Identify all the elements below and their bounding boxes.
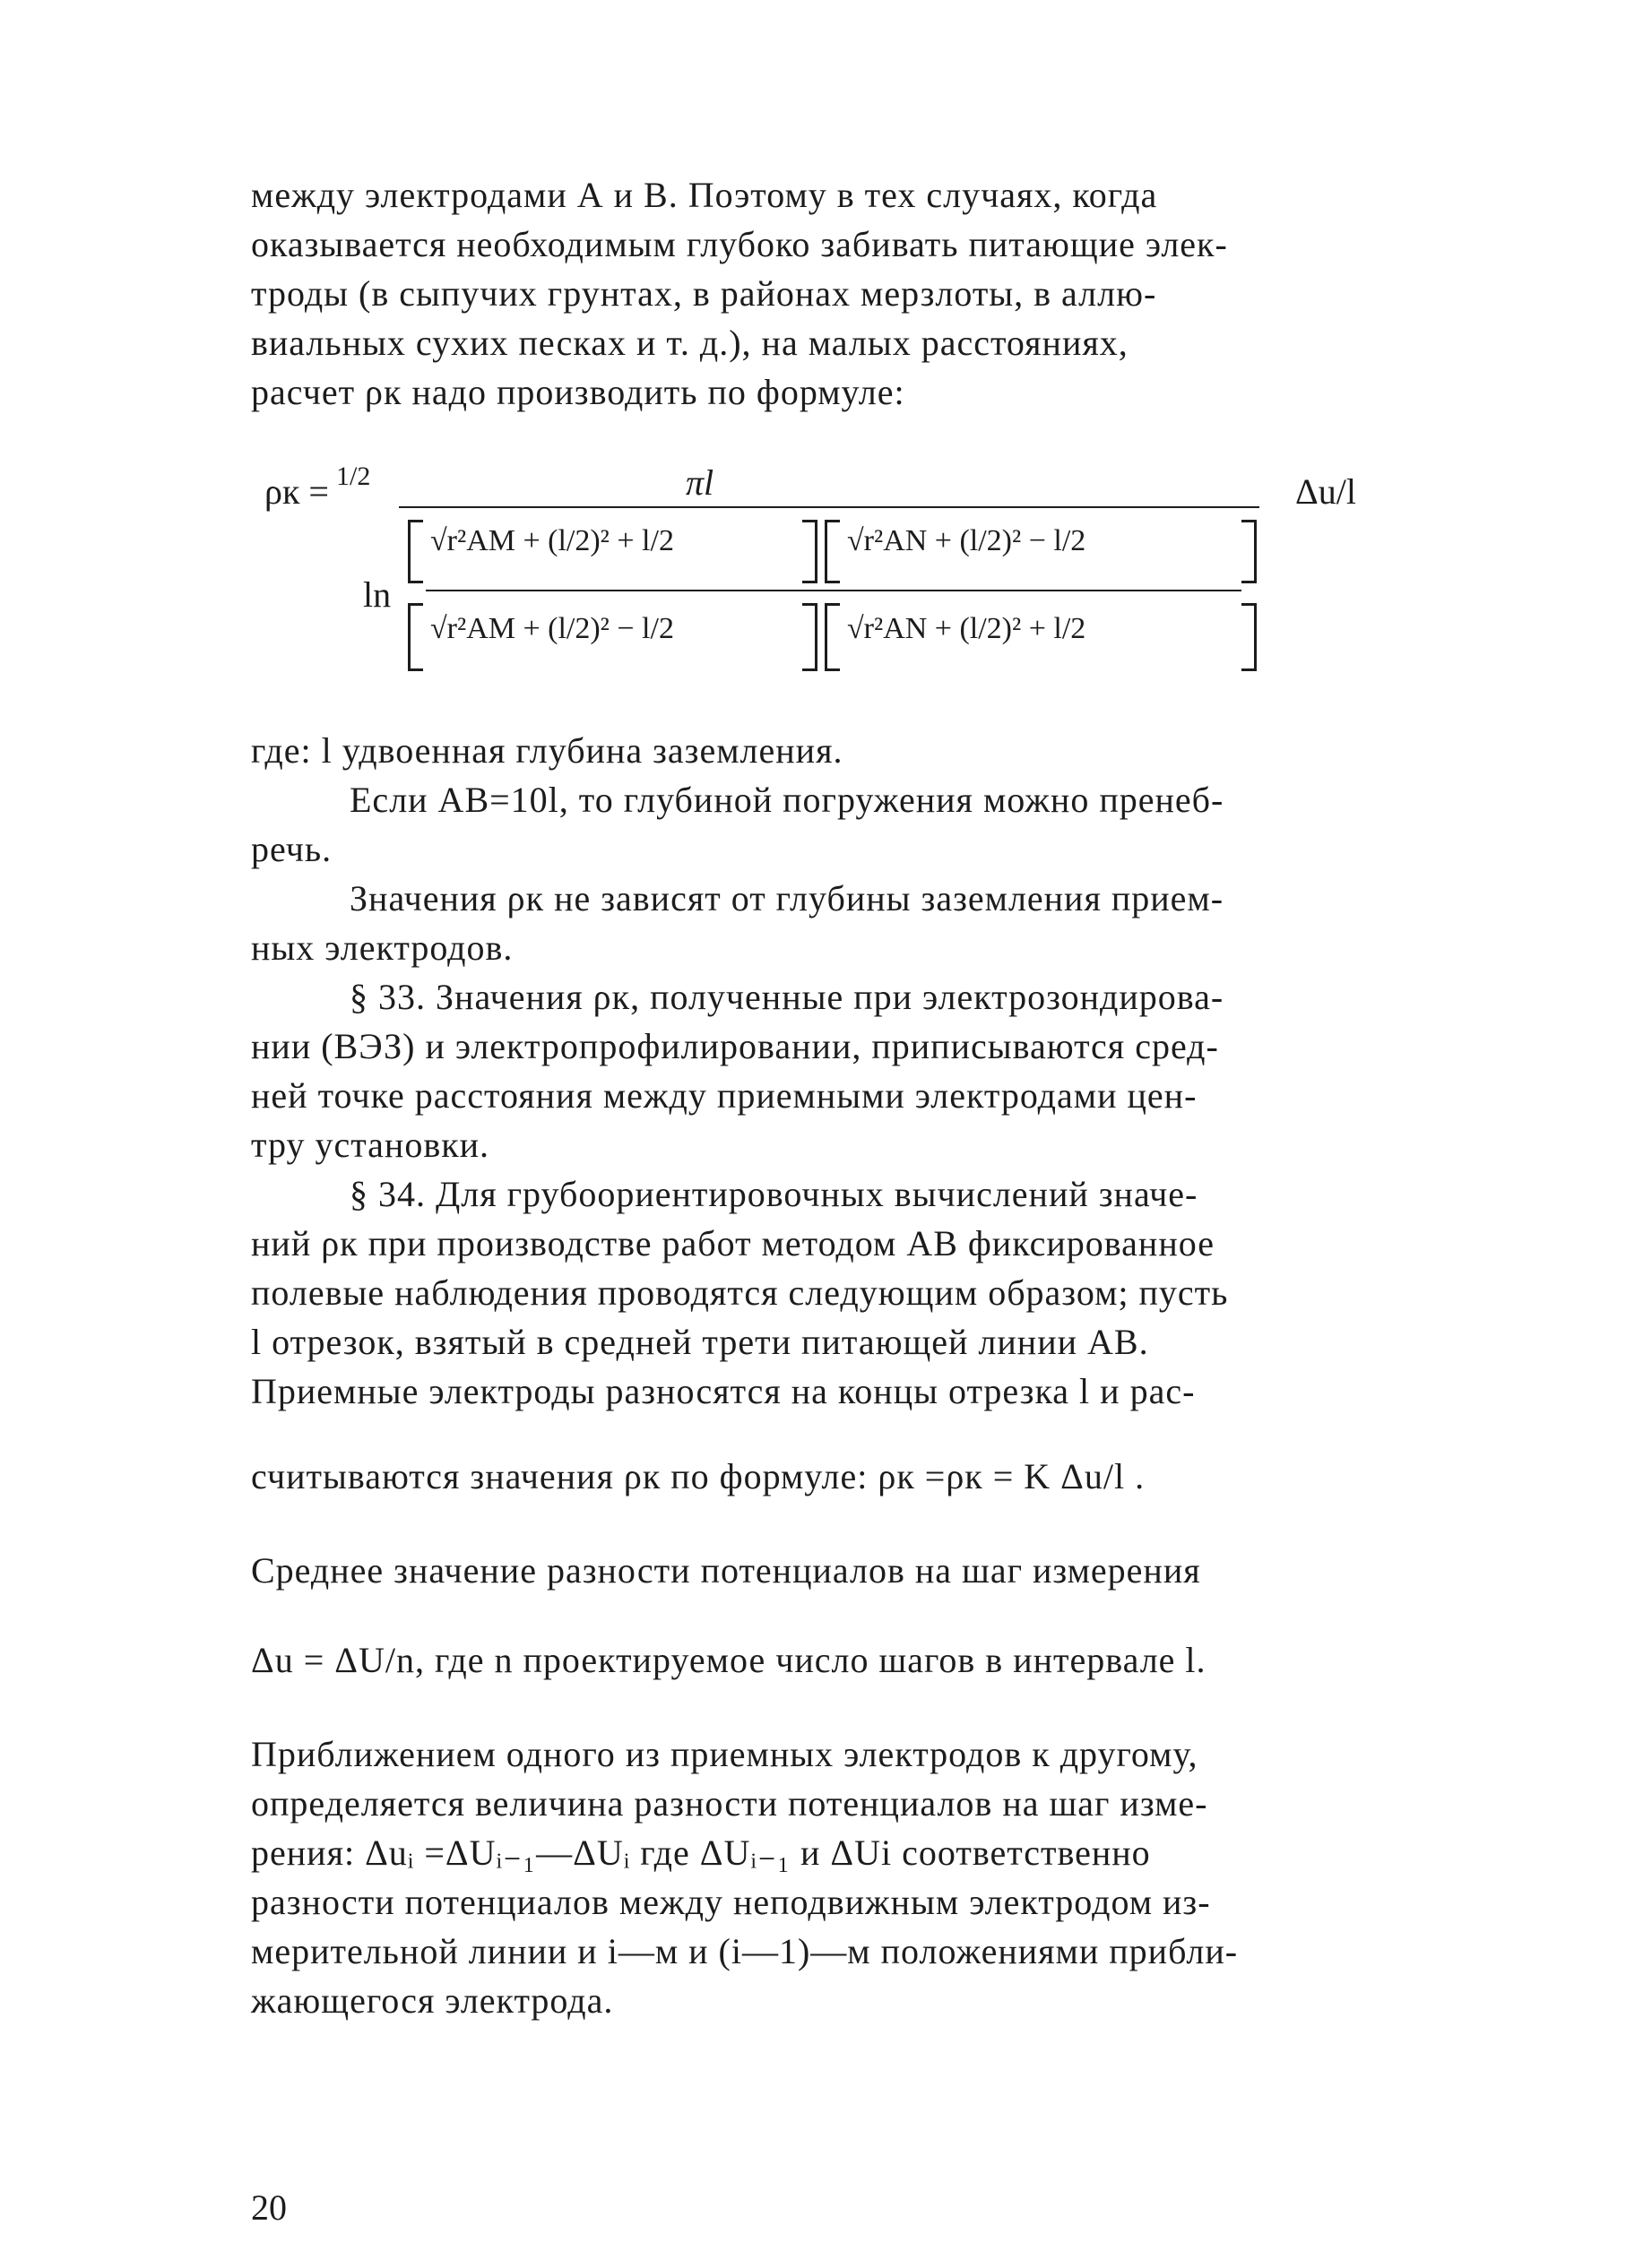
resistivity-formula	[264, 461, 1394, 721]
page-number: 20	[251, 2187, 287, 2228]
text-line: разности потенциалов между неподвижным электродом из-	[251, 1882, 1211, 1922]
text-line: троды (в сыпучих грунтах, в районах мерзлоты, в аллю-	[251, 273, 1157, 314]
text-line: Приемные электроды разносятся на концы отрезка l и рас-	[251, 1371, 1196, 1411]
paragraph-4	[251, 874, 1407, 972]
text-line: Приближением одного из приемных электродов к другому,	[251, 1734, 1198, 1774]
bracket-left	[408, 520, 423, 583]
text-line: ных электродов.	[251, 927, 514, 968]
text-line: l отрезок, взятый в средней трети питающей линии АВ.	[251, 1322, 1149, 1362]
bracket-left	[408, 603, 423, 671]
text-line: оказывается необходимым глубоко забивать питающие элек-	[251, 224, 1228, 264]
text-line: виальных сухих песках и т. д.), на малых расстояниях,	[251, 323, 1129, 363]
paragraph-2	[251, 726, 1407, 775]
formula-lhs: ρк =	[264, 471, 329, 512]
text-line: рения: Δuᵢ =ΔUᵢ₋₁—ΔUᵢ где ΔUᵢ₋₁ и ΔUi соответственно	[251, 1833, 1151, 1873]
text-line: жающегося электрода.	[251, 1980, 614, 2021]
text-line: тру установки.	[251, 1125, 490, 1165]
paragraph-5	[251, 972, 1407, 1169]
formula-numerator: πl	[686, 462, 714, 503]
bracket-right	[1241, 603, 1257, 671]
text-line: где: l удвоенная глубина заземления.	[251, 730, 843, 771]
paragraph-9	[251, 1635, 1407, 1685]
bracket-right	[802, 603, 817, 671]
inner-fraction-bar	[426, 590, 1241, 591]
text-line: мерительной линии и i—м и (i—1)—м положениями прибли-	[251, 1931, 1239, 1971]
text-line: § 33. Значения ρк, полученные при электрозондирова-	[350, 977, 1224, 1017]
bracket-right	[802, 520, 817, 583]
formula-ln: ln	[363, 574, 392, 615]
bracket-right	[1241, 520, 1257, 583]
text-line: полевые наблюдения проводятся следующим образом; пусть	[251, 1272, 1229, 1313]
bracket-left	[825, 520, 840, 583]
formula-term-4: √r²AN + (l/2)² + l/2	[847, 612, 1086, 645]
text-line: нии (ВЭЗ) и электропрофилировании, приписываются сред-	[251, 1026, 1219, 1066]
paragraph-1	[251, 170, 1407, 417]
paragraph-7	[251, 1452, 1407, 1501]
text-line: Среднее значение разности потенциалов на шаг измерения	[251, 1550, 1201, 1591]
text-line: Если АВ=10l, то глубиной погружения можно пренеб-	[350, 780, 1224, 820]
text-line: считываются значения ρк по формуле: ρк =ρк = K Δu/l .	[251, 1456, 1146, 1496]
paragraph-8	[251, 1546, 1407, 1595]
main-fraction-bar	[399, 506, 1259, 508]
text-line: ний ρк при производстве работ методом АВ фиксированное	[251, 1223, 1215, 1263]
text-line: между электродами А и В. Поэтому в тех случаях, когда	[251, 175, 1158, 215]
paragraph-10	[251, 1729, 1407, 2025]
formula-factor: Δu/l	[1295, 471, 1356, 512]
paragraph-3	[251, 775, 1407, 874]
formula-term-3: √r²AM + (l/2)² − l/2	[430, 612, 674, 645]
text-line: определяется величина разности потенциалов на шаг изме-	[251, 1783, 1208, 1824]
formula-half: 1/2	[336, 461, 371, 491]
paragraph-6	[251, 1169, 1407, 1416]
text-line: § 34. Для грубоориентировочных вычислений значе-	[350, 1174, 1198, 1214]
formula-term-2: √r²AN + (l/2)² − l/2	[847, 524, 1086, 557]
text-line: Δu = ΔU/n, где n проектируемое число шагов в интервале l.	[251, 1640, 1207, 1680]
formula-term-1: √r²AM + (l/2)² + l/2	[430, 524, 674, 557]
text-line: Значения ρк не зависят от глубины заземления прием-	[350, 878, 1224, 918]
text-line: ней точке расстояния между приемными электродами цен-	[251, 1075, 1198, 1116]
bracket-left	[825, 603, 840, 671]
text-line: речь.	[251, 829, 333, 869]
text-line: расчет ρк надо производить по формуле:	[251, 372, 905, 412]
